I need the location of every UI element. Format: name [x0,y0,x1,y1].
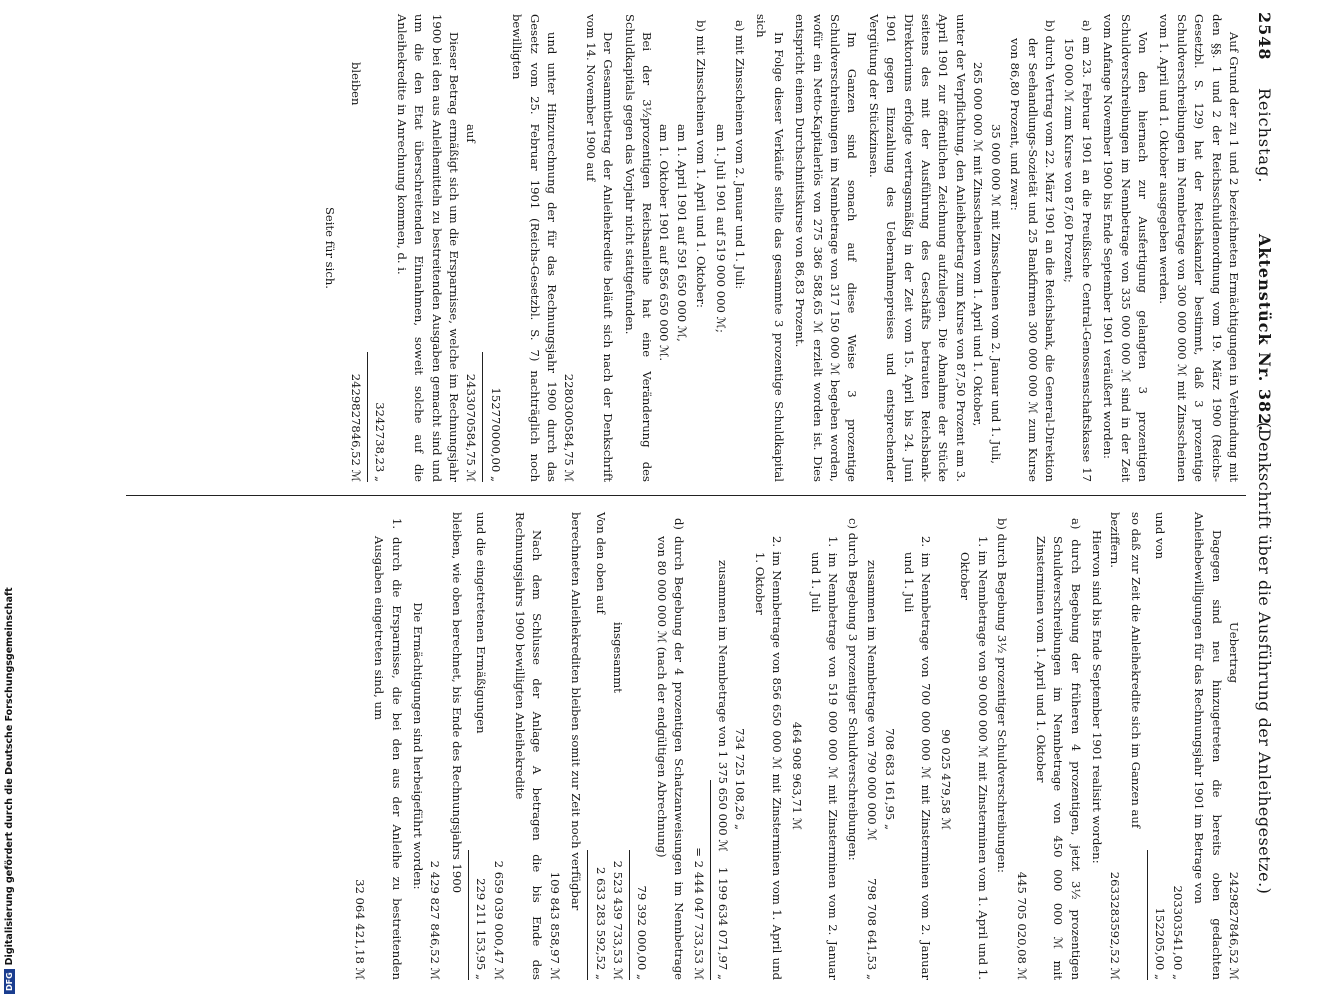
amount: 79 392 000,00 „ [635,885,650,980]
document-subtitle: (Denkschrift über die Ausführung der Anleihegesetze.) [1255,422,1274,895]
amount: 2 523 439 733,53 ℳ [611,860,625,980]
paragraph: Auf Grund der zu 1 und 2 bezeichneten Ermächtigungen in Verbindung mit den §§. 1 und 2 der Reichsschuldenordnung vom 19. März 1900 (Reichs-Gesetzbl. S. 129) hat der Reichskanzler bestimmt, daß 3 prozentige Schuldverschreibungen im Nennbetrage von 300 000 000 ℳ mit Zinsscheinen vom 1. April und 1. Oktober ausgegeben werden. [1157,14,1241,482]
page-note: Seite für sich. [323,206,338,289]
amount-row [486,14,503,482]
amount: 445 705 020,08 ℳ [1014,871,1029,980]
sum-rule [629,850,630,980]
amount-row [633,512,650,980]
amount: 152205,00 „ [1153,907,1168,980]
list-item: a) mit Zinsscheinen vom 2. Januar und 1. Juli: [733,20,748,290]
row-label: zusammen im Nennbetrage von 1 375 650 000 ℳ [716,560,731,852]
sum-rule [367,352,368,482]
sum-rule [468,850,469,980]
amount-row [489,512,506,980]
carry-row [1225,512,1242,980]
left-column [112,14,1242,482]
amount: 2 429 827 846,52 ℳ [428,860,443,980]
sum-row [462,14,479,482]
amount: 2633283592,52 ℳ [1107,871,1122,980]
list-subitem: 2. im Nennbetrage von 856 650 000 ℳ mit Zinsterminen vom 1. April und 1. Oktober [752,536,785,980]
list-item: a) durch Begebung der früheren 4 prozentigen, jetzt 3½ prozentigen Schuldverschreibungen im Nennbetrage von 450 000 000 ℳ mit Zinsterminen vom 1. April und 1. Oktober [1033,518,1083,980]
amount-row [371,14,388,482]
sum-rule [710,780,711,980]
amount: 2280300584,75 ℳ [562,373,577,482]
amount-row [560,14,577,482]
paragraph: Die Ermächtigungen sind herbeigeführt worden: [410,602,425,890]
list-subitem: 1. im Nennbetrage von 90 000 000 ℳ mit Zinsterminen vom 1. April und 1. Oktober [958,536,990,980]
document-number: Aktenstück Nr. 382. [1255,234,1274,432]
list-item: b) mit Zinsscheinen vom 1. April und 1. Oktober: [694,20,709,308]
paragraph: Der Gesammtbetrag der Anleihekredite beläuft sich nach der Denkschrift vom 14. November 1900 auf [583,14,616,482]
paragraph: Im Ganzen sind sonach auf diese Weise 3 prozentige Schuldverschreibungen im Nennbetrage von 317 150 000 ℳ begeben worden, wofür ein Netto-Kapitalerlös von 275 386 588,65 ℳ erzielt worden ist. Dies entspricht einem Durchschnittskurse von 86,83 Prozent. [793,14,860,482]
subtotal-row [714,512,731,980]
amount-row [545,512,562,980]
amount-row [426,512,443,980]
paragraph: Hiervon sind bis Ende September 1901 realisirt worden: [1090,530,1105,864]
sum-rule [482,352,483,482]
amount: 734 725 108,26 „ [733,728,748,830]
row-label: Von den oben auf [593,512,608,614]
amount: 2433070584,75 ℳ [464,373,479,482]
amount-row [787,512,804,980]
amount-row [880,512,897,980]
amount: 708 683 161,95 „ [882,728,897,830]
total-row [689,512,706,980]
paragraph: Dagegen sind neu hinzugetreten die bereits oben gedachten Anleihebewilligungen für das Rechnungsjahr 1901 im Betrage von [1192,512,1224,980]
row-label: und die eingetretenen Ermäßigungen [474,512,489,734]
dfg-logo: DFG [4,969,15,994]
sum-rule [587,850,588,980]
list-item: a) am 23. Februar 1901 an die Preußische Central-Genossenschaftskasse 17 150 000 ℳ zum Kurse von 87,60 Prozent; [1062,20,1094,482]
list-item: b) durch Vertrag vom 22. März 1901 an die Reichsbank, die General-Direktion der Seehandlungs-Sozietät und 25 Bankfirmen 300 000 000 ℳ zum Kurse von 86,80 Prozent, und zwar: [1008,20,1057,482]
subtotal-row [863,512,880,980]
list-item: 1. durch die Ersparnisse, die bei den aus der Anleihe zu bestreitenden Ausgaben eingetreten sind, um [372,518,404,980]
amount-row [1168,512,1185,980]
paragraph: und unter Hinzurechnung der für das Rechnungsjahr 1900 durch das Gesetz vom 25. Februar 1901 (Reichs-Gesetzbl. S. 7) nachträglich noch bewilligten [510,14,559,482]
sum-label: bleiben [348,62,363,106]
list-subitem: 35 000 000 ℳ mit Zinsscheinen vom 2. Januar und 1. Juli, [988,124,1003,464]
amount: 203303541,00 „ [1170,885,1185,980]
amount: 229 211 153,95 „ [474,878,489,980]
digitization-credit [0,0,22,1000]
amount: = 2 444 047 733,53 ℳ [691,847,706,980]
list-subitem: am 1. Juli 1901 auf 519 000 000 ℳ; [713,124,728,333]
amount: 109 843 858,97 ℳ [547,871,562,980]
amount: 152770000,00 „ [488,387,503,482]
list-subitem: 1. im Nennbetrage von 519 000 000 ℳ mit Zinsterminen vom 2. Januar und 1. Juli [809,536,841,980]
list-item: c) durch Begebung 3 prozentiger Schuldverschreibungen: [845,518,860,861]
amount: 2429827846,52 ℳ [1227,871,1241,980]
paragraph: Bei der 3½prozentigen Reichsanleihe hat eine Veränderung des Schuldkapitals gegen das Vorjahr nicht stattgefunden. [622,14,654,482]
carry-label: Uebertrag [1227,622,1241,683]
list-item: b) durch Begebung 3½ prozentiger Schuldverschreibungen: [995,518,1010,873]
list-subitem: 265 000 000 ℳ mit Zinsscheinen vom 1. April und 1. Oktober, [971,62,986,427]
row-label: insgesammt [611,622,625,693]
column-divider [126,495,1246,496]
amount-row [731,512,748,980]
amount-row [937,512,954,980]
amount-row [1151,512,1168,980]
amount: 2429827846,52 ℳ [348,373,363,482]
paragraph: bleiben, wie oben berechnet, bis Ende des Rechnungsjahrs 1900 [449,512,464,893]
credit-text: Digitalisierung gefördert durch die Deutsche Forschungsgemeinschaft [4,587,15,966]
amount-row [1105,512,1122,980]
amount: 2 633 283 592,52 „ [593,867,608,980]
row-label: beziffern. [1107,512,1122,568]
amount-row [350,512,367,980]
paragraph: unter der Verpflichtung, den Anleihebetrag zum Kurse von 87,50 Prozent am 3. April 1901 zur öffentlichen Zeichnung aufzulegen. Die Abnahme der Stücke seitens des mit der Ausführung des Geschäfts betrauten Reichsbank-Direktoriums erfolgte vertragsmäßig in der Zeit vom 15. April bis 24. Juni 1901 gegen Einzahlung des Uebernahmepreises und entsprechender Vergütung der Stückzinsen. [866,14,968,482]
paragraph: berechneten Anleihekrediten bleiben somit zur Zeit noch verfügbar [569,512,584,911]
page-header [1248,12,1278,986]
paragraph: In Folge dieser Verkäufe stellte das gesammte 3 prozentige Schuldkapital sich [754,14,786,482]
right-column [112,512,1242,980]
sum-row [347,14,364,482]
amount-row [591,512,608,980]
amount-row [1012,512,1029,980]
publication-title: Reichstag. [1255,88,1274,184]
sum-row [609,512,626,980]
amount-row [472,512,489,980]
amount: 798 708 641,53 „ [865,878,880,980]
list-subitem: am 1. Oktober 1901 auf 856 650 000 ℳ. [657,124,672,362]
amount: 464 908 963,71 ℳ [789,721,804,830]
paragraph: so daß zur Zeit die Anleihekredite sich im Ganzen auf [1128,512,1143,829]
list-subitem: am 1. April 1901 auf 591 650 000 ℳ, [674,124,689,342]
amount: 90 025 479,58 ℳ [938,729,953,830]
paragraph: Nach dem Schlusse der Anlage A betragen die bis Ende des Rechnungsjahrs 1900 bewilligten Anleihekredite [512,512,545,980]
row-label: zusammen im Nennbetrage von 790 000 000 ℳ [865,560,880,841]
amount: 1 199 634 071,97 „ [716,867,731,980]
page-number: 2548 [1255,12,1274,61]
amount: 32 064 421,18 ℳ [352,879,367,980]
sum-label: auf [464,124,479,143]
list-item: d) durch Begebung der 4 prozentigen Schatzanweisungen im Nennbetrage von 80 000 000 ℳ (nach der endgültigen Abrechnung) [654,518,687,980]
list-subitem: 2. im Nennbetrage von 700 000 000 ℳ mit Zinsterminen vom 2. Januar und 1. Juli [902,536,934,980]
row-label: und von [1153,512,1168,560]
sum-rule [1147,850,1148,980]
amount: 2 659 039 000,47 ℳ [491,860,506,980]
paragraph: Dieser Betrag ermäßigt sich um die Ersparnisse, welche im Rechnungsjahr 1900 bei den aus Anleihemitteln zu bestreitenden Ausgaben gemacht sind und um die den Etat überschreitenden Einnahmen, soweit solche auf die Anleihekredite in Anrechnung kommen, d. i. [394,14,461,482]
amount: 3242738,23 „ [373,402,388,482]
paragraph: Von den hiernach zur Ausfertigung gelangten 3 prozentigen Schuldverschreibungen im Nennbetrage von 335 000 000 ℳ sind in der Zeit vom Anfange November 1900 bis Ende September 1901 veräußert worden: [1101,14,1150,482]
